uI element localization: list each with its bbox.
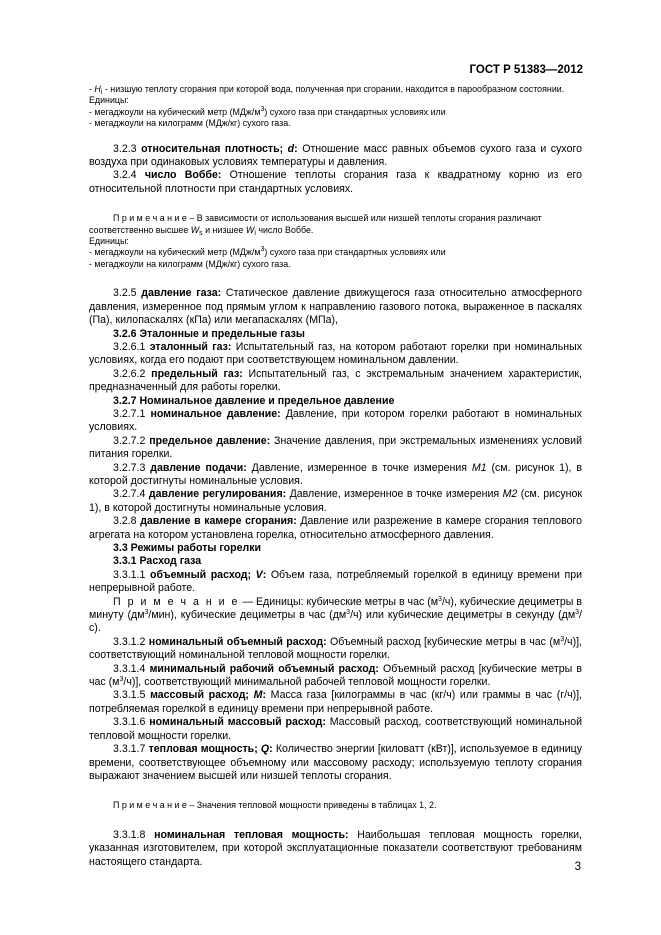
clause-number: 3.3.1.7 xyxy=(113,743,149,756)
clause-number: 3.2.8 xyxy=(113,515,141,528)
clause-3-2-4 xyxy=(89,169,582,196)
unit-superscript: 3 xyxy=(438,595,442,603)
clause-text: Объемный расход [кубические метры в час (м xyxy=(89,662,582,689)
term-colon: : xyxy=(294,142,298,155)
clause-3-3-1-7 xyxy=(89,743,582,783)
unit-text: ) сухого газа при стандартных условиях или xyxy=(264,106,446,117)
unit-superscript: 3 xyxy=(575,609,580,617)
clause-number: 3.3.1.4 xyxy=(113,662,150,675)
term: относительная плотность; xyxy=(141,142,288,155)
clause-number: 3.3.1.1 xyxy=(113,568,150,581)
clause-3-2-6-2 xyxy=(89,368,582,395)
term-colon: : xyxy=(269,743,273,756)
hi-dash: - xyxy=(89,84,95,94)
term: предельный газ: xyxy=(151,367,243,380)
unit-item xyxy=(89,247,582,258)
clause-3-3-1-5 xyxy=(89,689,582,716)
note-label: П р и м е ч а н и е xyxy=(113,800,187,811)
clause-3-2-6-1 xyxy=(89,341,582,368)
clause-text: Масса газа [килограммы в час (кг/ч) или граммы в час (г/ч)], потребляемая горелкой в единицу времени при непрерывной работе. xyxy=(89,689,582,715)
clause-number: 3.2.5 xyxy=(113,287,142,300)
clause-number: 3.3.1.8 xyxy=(113,828,155,841)
note-text: — Единицы: кубические метры в час (м xyxy=(239,595,439,608)
note-label: П р и м е ч а н и е xyxy=(113,213,187,224)
units-label-1: Единицы: xyxy=(89,95,129,106)
clause-3-2-7-1 xyxy=(89,408,582,435)
clause-text: Отношение теплоты сгорания газа к квадратному корню из его относительной плотности при стандартных условиях. xyxy=(89,169,583,195)
clause-3-3 xyxy=(89,542,582,555)
clause-3-2-3 xyxy=(89,143,582,170)
clause-3-2-7-4 xyxy=(89,488,582,515)
clause-text: /ч)], соответствующий номинальной тепловой мощности горелки. xyxy=(89,635,582,662)
clause-text: Объемный расход [кубические метры в час (м xyxy=(326,635,561,648)
clause-number: 3.3.1.2 xyxy=(113,635,149,648)
clause-3-2-6 xyxy=(89,328,582,341)
section-heading: 3.2.7 Номинальное давление и предельное давление xyxy=(113,394,395,407)
clause-text: Давление или разрежение в камере сгорания теплового агрегата на котором установлена горелка, относительно атмосферного давления. xyxy=(89,515,582,541)
term: предельное давление: xyxy=(149,434,271,447)
unit-text: - мегаджоули на кубический метр (МДж/м xyxy=(89,106,261,117)
measure-point: M1 xyxy=(471,461,487,474)
clause-number: 3.3.1.6 xyxy=(113,716,150,729)
term: массовый расход; xyxy=(150,689,254,702)
note-symbol: W xyxy=(190,224,200,235)
clause-3-3-1-2 xyxy=(89,636,582,663)
clause-3-3-1-6 xyxy=(89,716,582,743)
clause-text: Массовый расход, соответствующий номинальной тепловой мощности горелки. xyxy=(89,716,582,742)
term: объемный расход; xyxy=(149,568,256,581)
clause-number: 3.2.7.2 xyxy=(113,434,150,447)
clause-text: Давление, при котором горелки работают в номинальных условиях. xyxy=(89,407,582,434)
unit-superscript: 3 xyxy=(560,635,565,643)
unit-item: - мегаджоули на килограмм (МДж/кг) сухого газа. xyxy=(89,258,291,269)
clause-3-2-7-3 xyxy=(89,462,582,489)
document-body xyxy=(89,84,582,869)
clause-text: Испытательный газ, на котором работают горелки при номинальных условиях, когда его подают при соответствующем номинальном давлении. xyxy=(89,340,583,367)
note-label: П р и м е ч а н и е xyxy=(113,595,240,608)
unit-superscript: 3 xyxy=(144,609,149,617)
section-heading: 3.3 Режимы работы горелки xyxy=(113,542,262,554)
term-symbol: V xyxy=(255,568,263,581)
term: давление газа: xyxy=(141,287,222,300)
clause-text: Значение давления, при экстремальных изменениях условий питания горелки. xyxy=(89,434,582,461)
clause-number: 3.2.7.3 xyxy=(113,461,151,474)
note-text: и низшее xyxy=(202,224,246,235)
clause-text: (см. рисунок 1), в которой достигнуты номинальные условия. xyxy=(89,461,582,487)
document-header: ГОСТ Р 51383—2012 xyxy=(469,64,583,76)
hi-subscript: i xyxy=(100,89,103,96)
note-text: – В зависимости от использования высшей или низшей теплоты сгорания различают соответственно высшее xyxy=(89,213,542,235)
clause-3-3-1-8 xyxy=(89,829,582,869)
clause-number: 3.3.1.5 xyxy=(113,689,151,702)
units-label-2: Единицы: xyxy=(89,236,129,247)
term: номинальное давление: xyxy=(150,407,281,420)
clause-text: Объем газа, потребляемый горелкой в единицу времени при непрерывной работе. xyxy=(89,568,582,595)
note-symbol: W xyxy=(245,224,255,235)
clause-text: (см. рисунок 1), в которой достигнуты номинальные условия. xyxy=(89,488,582,514)
term: число Воббе: xyxy=(144,169,222,182)
unit-superscript: 3 xyxy=(119,676,124,684)
section-heading: 3.2.6 Эталонные и предельные газы xyxy=(113,327,305,340)
clause-3-2-5 xyxy=(89,287,582,327)
term: тепловая мощность; xyxy=(148,743,261,756)
term: минимальный рабочий объемный расход: xyxy=(149,662,379,675)
term: давление подачи: xyxy=(150,461,247,474)
clause-text: Статическое давление движущегося газа относительно атмосферного давления, измеренное под прямым углом к направлению газового потока, выраженное в паскалях (Па), килопаскалях (кПа) или мегапаскалях (МПа), xyxy=(89,287,582,327)
note-subscript: s xyxy=(199,229,203,237)
unit-item xyxy=(89,107,582,118)
note-2 xyxy=(89,596,582,636)
term: номинальная тепловая мощность: xyxy=(154,828,349,841)
clause-3-2-7-2 xyxy=(89,435,582,462)
clause-text: Давление, измеренное в точке измерения xyxy=(246,461,472,474)
clause-3-3-1-1 xyxy=(89,569,582,596)
term-colon: : xyxy=(262,568,267,581)
note-subscript: i xyxy=(254,229,256,237)
clause-text: Давление, измеренное в точке измерения xyxy=(286,488,503,501)
term-symbol: M xyxy=(253,689,263,702)
clause-text: Отношение масс равных объемов сухого газа и сухого воздуха при одинаковых условиях температуры и давления. xyxy=(89,142,582,169)
unit-item: - мегаджоули на килограмм (МДж/кг) сухого газа. xyxy=(89,118,291,129)
clause-text: Наибольшая тепловая мощность горелки, указанная изготовителем, при которой эксплуатационные показатели соответствуют требованиям настоящего стандарта. xyxy=(89,828,582,868)
term: давление регулирования: xyxy=(148,488,287,501)
unit-superscript: 3 xyxy=(346,609,351,617)
note-text: /ч), кубические дециметры в минуту (дм xyxy=(89,595,582,622)
term: давление в камере сгорания: xyxy=(140,515,297,528)
clause-text: /ч)], соответствующий минимальной рабочей тепловой мощности горелки. xyxy=(123,676,491,689)
term-colon: : xyxy=(262,689,266,702)
hi-symbol: H xyxy=(94,84,101,94)
term-symbol: d xyxy=(287,142,295,155)
unit-superscript: 3 xyxy=(260,105,265,113)
clause-3-3-1-4 xyxy=(89,663,582,690)
unit-text: ) сухого газа при стандартных условиях или xyxy=(264,247,446,258)
clause-number: 3.2.4 xyxy=(113,169,145,182)
clause-number: 3.2.7.1 xyxy=(113,407,151,420)
clause-number: 3.2.3 xyxy=(113,142,142,155)
clause-number: 3.2.7.4 xyxy=(113,488,149,501)
hi-text: - низшую теплоту сгорания при которой вода, полученная при сгорании, находится в парообразном состоянии. xyxy=(102,84,565,94)
clause-text: Испытательный газ, с экстремальным значением характеристик, предназначенный для работы горелки. xyxy=(89,367,582,394)
unit-text: - мегаджоули на кубический метр (МДж/м xyxy=(89,247,261,258)
term: номинальный объемный расход: xyxy=(148,635,327,648)
note-text: /мин), кубические дециметры в час (дм xyxy=(148,609,347,622)
note-text: число Воббе. xyxy=(255,224,314,235)
term: эталонный газ: xyxy=(149,340,232,353)
note-3 xyxy=(89,800,582,811)
clause-3-3-1 xyxy=(89,555,582,568)
clause-text: Количество энергии [киловатт (кВт)], используемое в единицу времени, соответствующее объемному или массовому расходу; используемую теплоту сгорания выражают значением высшей или низшей теплоты сгорания. xyxy=(89,743,582,782)
note-1 xyxy=(89,213,582,236)
section-heading: 3.3.1 Расход газа xyxy=(113,555,202,568)
page-number: 3 xyxy=(574,861,581,873)
term-symbol: Q xyxy=(260,743,270,756)
clause-3-2-8 xyxy=(89,515,582,542)
clause-3-2-7 xyxy=(89,395,582,408)
note-text: /с). xyxy=(89,609,582,635)
clause-number: 3.2.6.1 xyxy=(113,340,150,353)
unit-superscript: 3 xyxy=(260,246,265,254)
clause-number: 3.2.6.2 xyxy=(113,367,152,380)
note-text: – Значения тепловой мощности приведены в таблицах 1, 2. xyxy=(186,800,437,811)
note-text: /ч) или кубические дециметры в секунду (дм xyxy=(350,609,576,622)
term: номинальный массовый расход: xyxy=(149,716,326,729)
hi-definition xyxy=(89,84,582,95)
measure-point: M2 xyxy=(502,488,518,501)
